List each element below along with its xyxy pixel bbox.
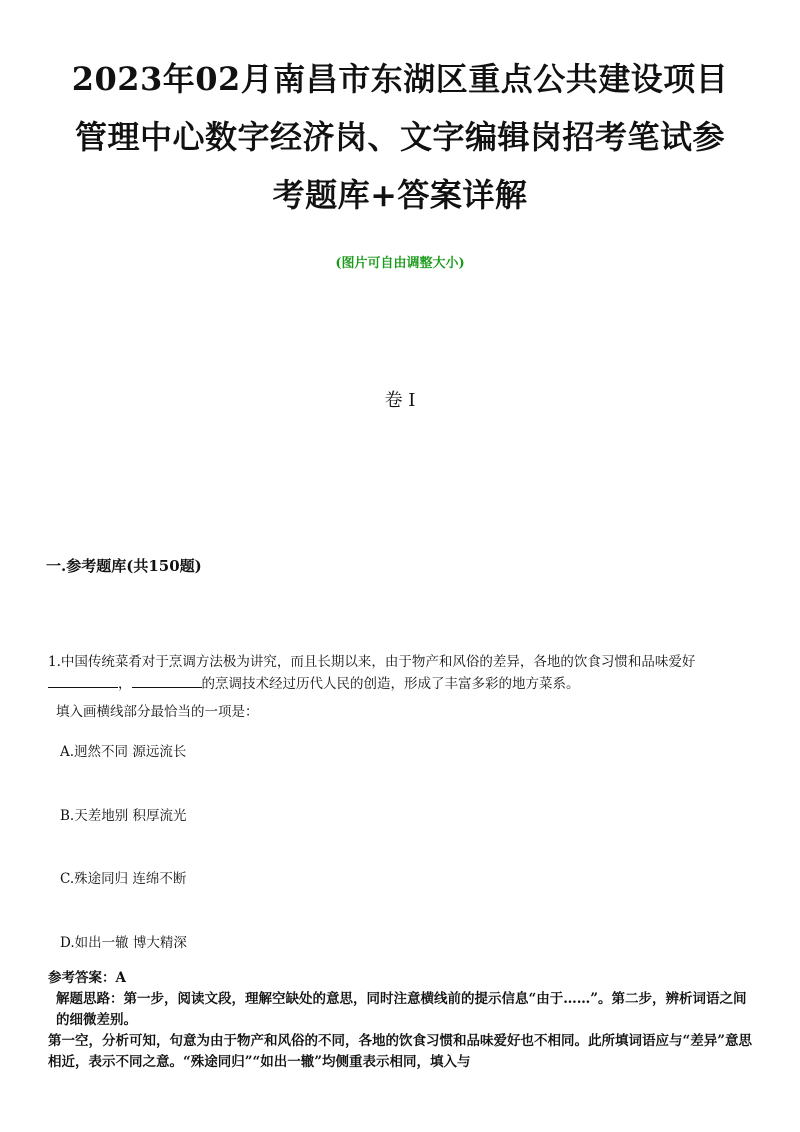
stem-part-2: 的烹调技术经过历代人民的创造，形成了丰富多彩的地方菜系。 <box>201 676 580 692</box>
section-heading: 一.参考题库(共150题) <box>46 557 202 575</box>
document-title <box>40 50 760 224</box>
fill-blank-1 <box>48 673 118 688</box>
option-d: D.如出一辙 博大精深 <box>60 935 187 951</box>
option-a: A.迥然不同 源远流长 <box>60 744 187 760</box>
subtitle-note: (图片可自由调整大小) <box>335 256 465 271</box>
answer-label: 参考答案：A <box>48 970 126 986</box>
question-prompt: 填入画横线部分最恰当的一项是： <box>56 704 259 720</box>
stem-separator: ， <box>118 676 132 692</box>
title-line-3: 考题库+答案详解 <box>272 176 528 214</box>
stem-part-1: 1.中国传统菜肴对于烹调方法极为讲究，而且长期以来，由于物产和风俗的差异，各地的饮食习惯和品味爱好 <box>48 654 696 670</box>
title-line-2: 管理中心数字经济岗、文字编辑岗招考笔试参 <box>74 118 725 156</box>
volume-label: 卷 I <box>384 390 416 411</box>
title-line-1: 2023年02月南昌市东湖区重点公共建设项目 <box>71 60 729 98</box>
analysis-paragraph-1: 解题思路：第一步，阅读文段，理解空缺处的意思，同时注意横线前的提示信息“由于……”。第二步，辨析词语之间的细微差别。 <box>56 991 747 1028</box>
answer-block <box>48 968 760 1073</box>
analysis-paragraph-2: 第一空，分析可知，句意为由于物产和风俗的不同，各地的饮食习惯和品味爱好也不相同。此所填词语应与“差异”意思相近，表示不同之意。“殊途同归”“如出一辙”均侧重表示相同，填入与 <box>48 1033 753 1070</box>
fill-blank-2 <box>132 673 202 688</box>
option-c: C.殊途同归 连绵不断 <box>60 871 187 887</box>
option-b: B.天差地别 积厚流光 <box>60 808 187 824</box>
question-stem <box>48 652 760 695</box>
